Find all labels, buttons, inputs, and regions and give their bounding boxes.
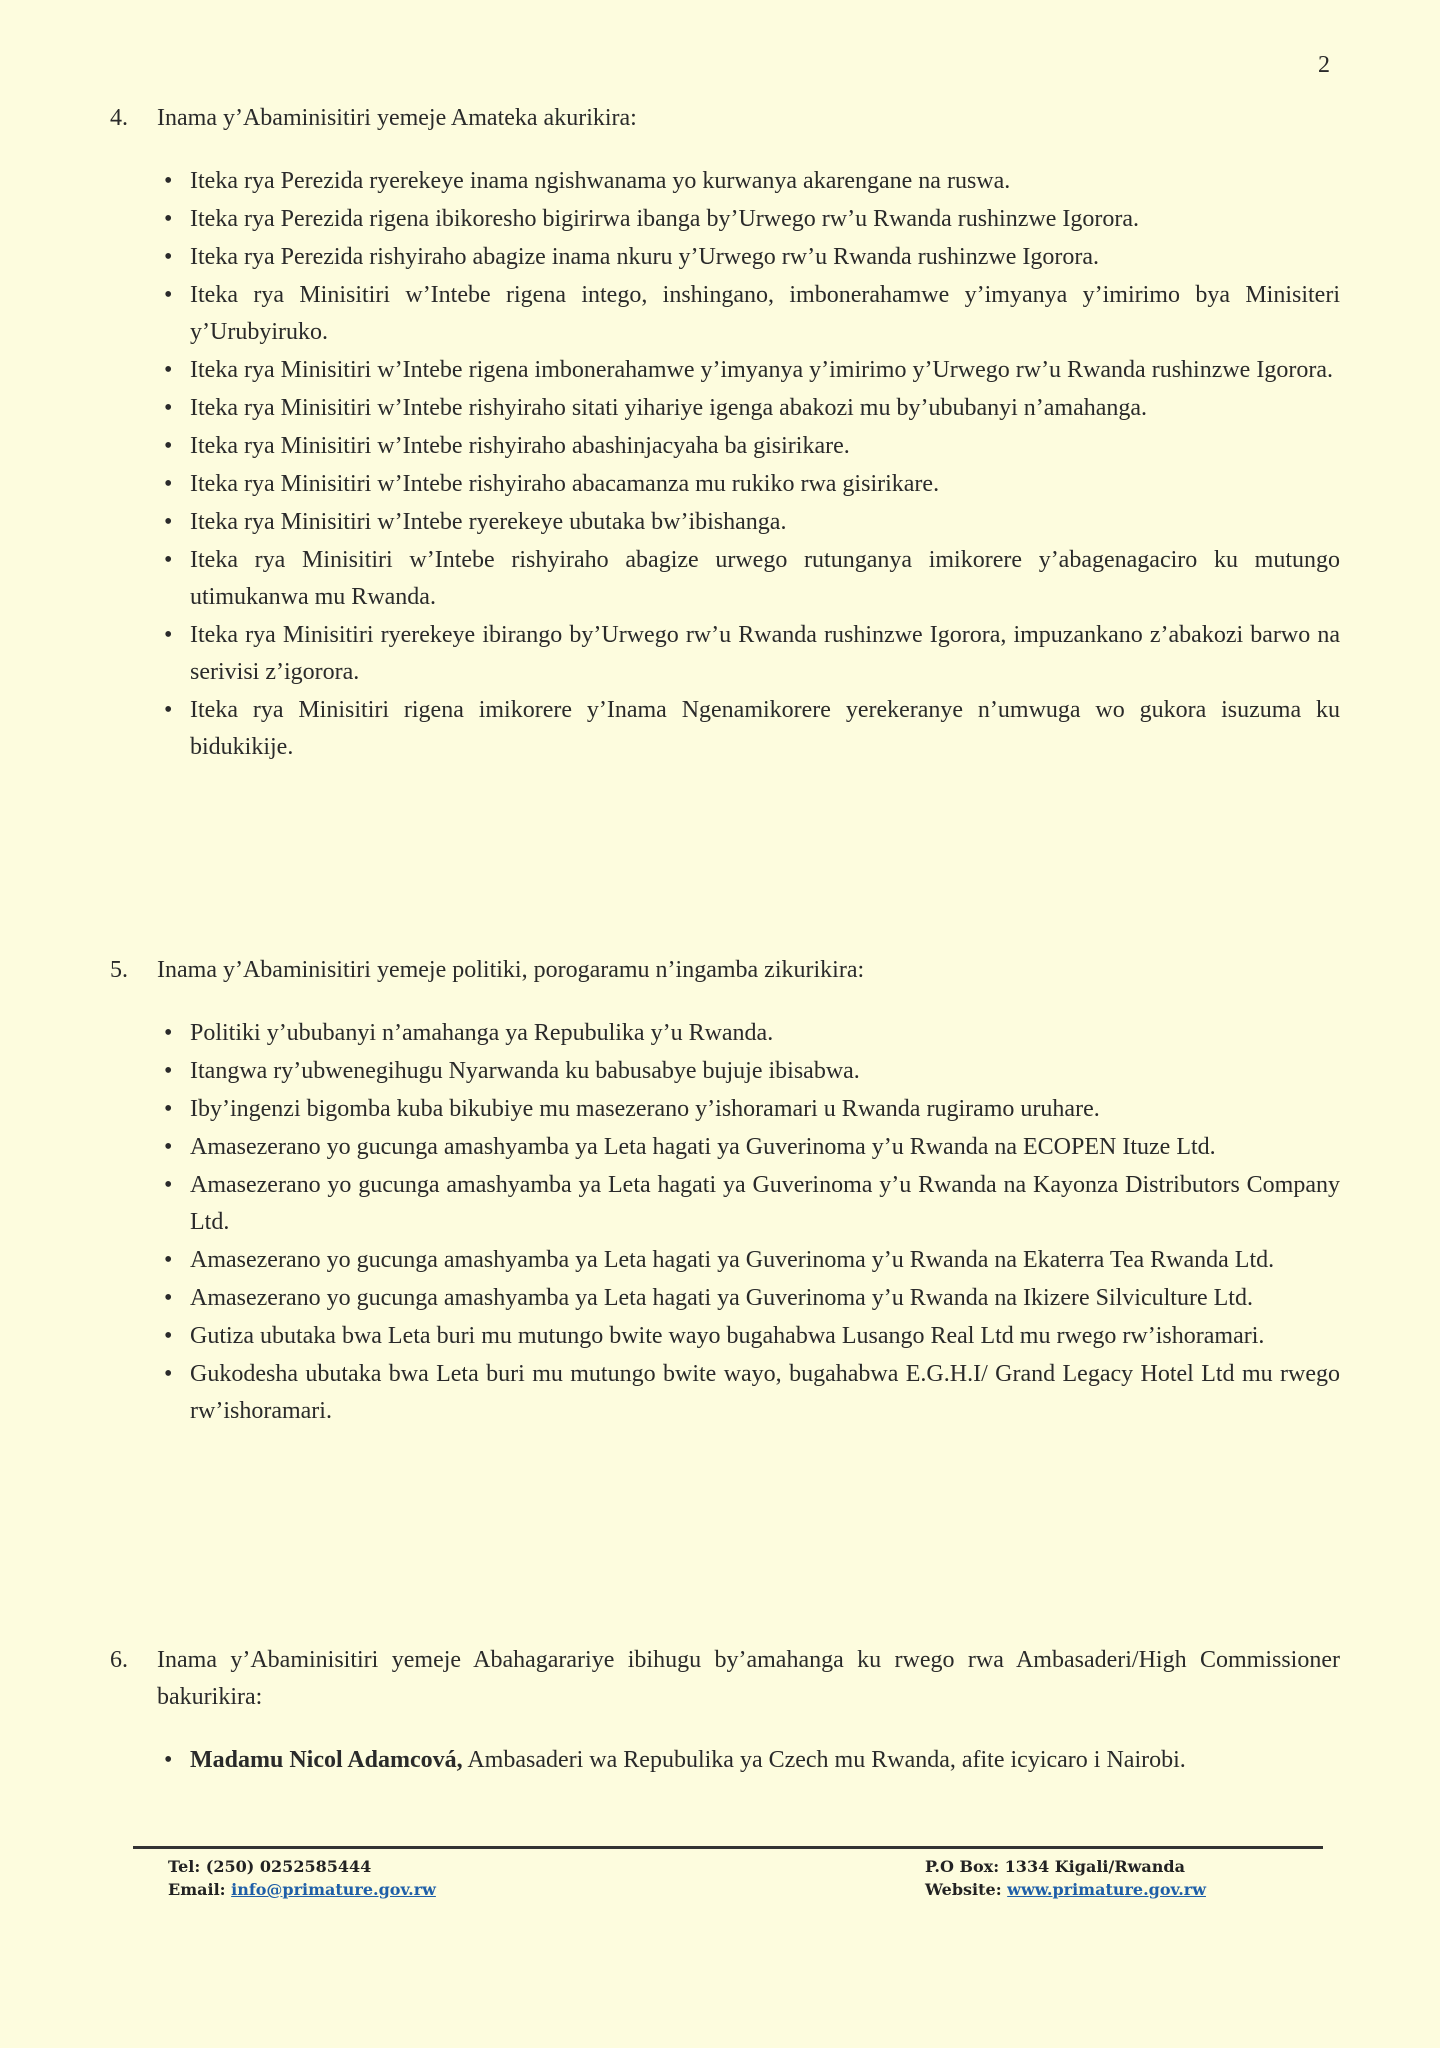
list-item: • Madamu Nicol Adamcová, Ambasaderi wa Repubulika ya Czech mu Rwanda, afite icyicaro i Nairobi. [110,1742,1340,1779]
list-item: • Amasezerano yo gucunga amashyamba ya Leta hagati ya Guverinoma y’u Rwanda na Kayonza Distributors Company Ltd. [110,1167,1340,1241]
list-item: • Iteka rya Minisitiri w’Intebe rishyiraho sitati yihariye igenga abakozi mu by’ububanyi n’amahanga. [110,390,1340,427]
bullet-icon: • [164,282,173,308]
section-heading [110,1642,1340,1716]
section-heading-text: Inama y’Abaminisitiri yemeje politiki, porogaramu n’ingamba zikurikira: [157,957,865,983]
list-item: • Gutiza ubutaka bwa Leta buri mu mutungo bwite wayo bugahabwa Lusango Real Ltd mu rwego rw’ishoramari. [110,1318,1340,1355]
section-number: 5. [110,957,128,983]
ambassador-name: Madamu Nicol Adamcová, [190,1747,463,1773]
bullet-icon: • [164,1096,173,1122]
policy-list [110,1015,1340,1430]
footer-email: Email: info@primature.gov.rw [168,1880,436,1899]
section-heading-text: Inama y’Abaminisitiri yemeje Abahagarariye ibihugu by’amahanga ku rwego rwa Ambasaderi/High Commissioner bakurikira: [157,1647,1340,1710]
section-heading-text: Inama y’Abaminisitiri yemeje Amateka akurikira: [157,105,637,131]
list-item: • Iteka rya Minisitiri w’Intebe rigena imbonerahamwe y’imyanya y’imirimo y’Urwego rw’u Rwanda rushinzwe Igorora. [110,352,1340,389]
bullet-icon: • [164,471,173,497]
footer-pobox: P.O Box: 1334 Kigali/Rwanda [925,1857,1185,1876]
footer-website: Website: www.primature.gov.rw [925,1880,1206,1899]
bullet-icon: • [164,1172,173,1198]
section-number: 4. [110,105,128,131]
bullet-icon: • [164,357,173,383]
list-item: • Iby’ingenzi bigomba kuba bikubiye mu masezerano y’ishoramari u Rwanda rugiramo uruhare. [110,1091,1340,1128]
bullet-icon: • [164,547,173,573]
bullet-icon: • [164,622,173,648]
list-item: • Iteka rya Minisitiri ryerekeye ibirango by’Urwego rw’u Rwanda rushinzwe Igorora, impuzankano z’abakozi barwo na serivisi z’igorora. [110,617,1340,691]
list-item: • Amasezerano yo gucunga amashyamba ya Leta hagati ya Guverinoma y’u Rwanda na Ikizere Silviculture Ltd. [110,1280,1340,1317]
bullet-icon: • [164,1247,173,1273]
bullet-icon: • [164,1285,173,1311]
section-heading [110,952,1340,989]
bullet-icon: • [164,244,173,270]
bullet-icon: • [164,1747,173,1773]
bullet-icon: • [164,395,173,421]
list-item: • Politiki y’ububanyi n’amahanga ya Repubulika y’u Rwanda. [110,1015,1340,1052]
email-link[interactable]: info@primature.gov.rw [231,1880,436,1899]
bullet-icon: • [164,1020,173,1046]
list-item: • Gukodesha ubutaka bwa Leta buri mu mutungo bwite wayo, bugahabwa E.G.H.I/ Grand Legacy Hotel Ltd mu rwego rw’ishoramari. [110,1356,1340,1430]
list-item: • Iteka rya Minisitiri rigena imikorere y’Inama Ngenamikorere yerekeranye n’umwuga wo gukora isuzuma ku bidukikije. [110,692,1340,766]
ambassador-list [110,1742,1340,1779]
bullet-icon: • [164,1361,173,1387]
list-item: • Itangwa ry’ubwenegihugu Nyarwanda ku babusabye bujuje ibisabwa. [110,1053,1340,1090]
bullet-icon: • [164,206,173,232]
bullet-icon: • [164,433,173,459]
section-6 [110,1642,1340,1780]
list-item: • Amasezerano yo gucunga amashyamba ya Leta hagati ya Guverinoma y’u Rwanda na ECOPEN Ituze Ltd. [110,1129,1340,1166]
list-item: • Iteka rya Perezida rigena ibikoresho bigirirwa ibanga by’Urwego rw’u Rwanda rushinzwe Igorora. [110,201,1340,238]
list-item: • Amasezerano yo gucunga amashyamba ya Leta hagati ya Guverinoma y’u Rwanda na Ekaterra Tea Rwanda Ltd. [110,1242,1340,1279]
footer-contact [168,1855,436,1901]
bullet-icon: • [164,1134,173,1160]
bullet-icon: • [164,697,173,723]
section-number: 6. [110,1647,128,1673]
decree-list [110,163,1340,766]
section-4 [110,100,1340,767]
bullet-icon: • [164,1323,173,1349]
footer-tel: Tel: (250) 0252585444 [168,1857,372,1876]
bullet-icon: • [164,509,173,535]
footer-divider [133,1846,1323,1849]
footer-address [925,1855,1206,1901]
list-item: • Iteka rya Minisitiri w’Intebe rishyiraho abashinjacyaha ba gisirikare. [110,428,1340,465]
list-item: • Iteka rya Minisitiri w’Intebe rishyiraho abacamanza mu rukiko rwa gisirikare. [110,466,1340,503]
page-number: 2 [1318,52,1330,78]
section-heading [110,100,1340,137]
section-5 [110,952,1340,1431]
bullet-icon: • [164,168,173,194]
bullet-icon: • [164,1058,173,1084]
list-item: • Iteka rya Perezida rishyiraho abagize inama nkuru y’Urwego rw’u Rwanda rushinzwe Igorora. [110,239,1340,276]
list-item: • Iteka rya Minisitiri w’Intebe rigena intego, inshingano, imbonerahamwe y’imyanya y’imirimo bya Minisiteri y’Urubyiruko. [110,277,1340,351]
list-item: • Iteka rya Minisitiri w’Intebe rishyiraho abagize urwego rutunganya imikorere y’abagenagaciro ku mutungo utimukanwa mu Rwanda. [110,542,1340,616]
list-item: • Iteka rya Perezida ryerekeye inama ngishwanama yo kurwanya akarengane na ruswa. [110,163,1340,200]
list-item: • Iteka rya Minisitiri w’Intebe ryerekeye ubutaka bw’ibishanga. [110,504,1340,541]
website-link[interactable]: www.primature.gov.rw [1007,1880,1206,1899]
